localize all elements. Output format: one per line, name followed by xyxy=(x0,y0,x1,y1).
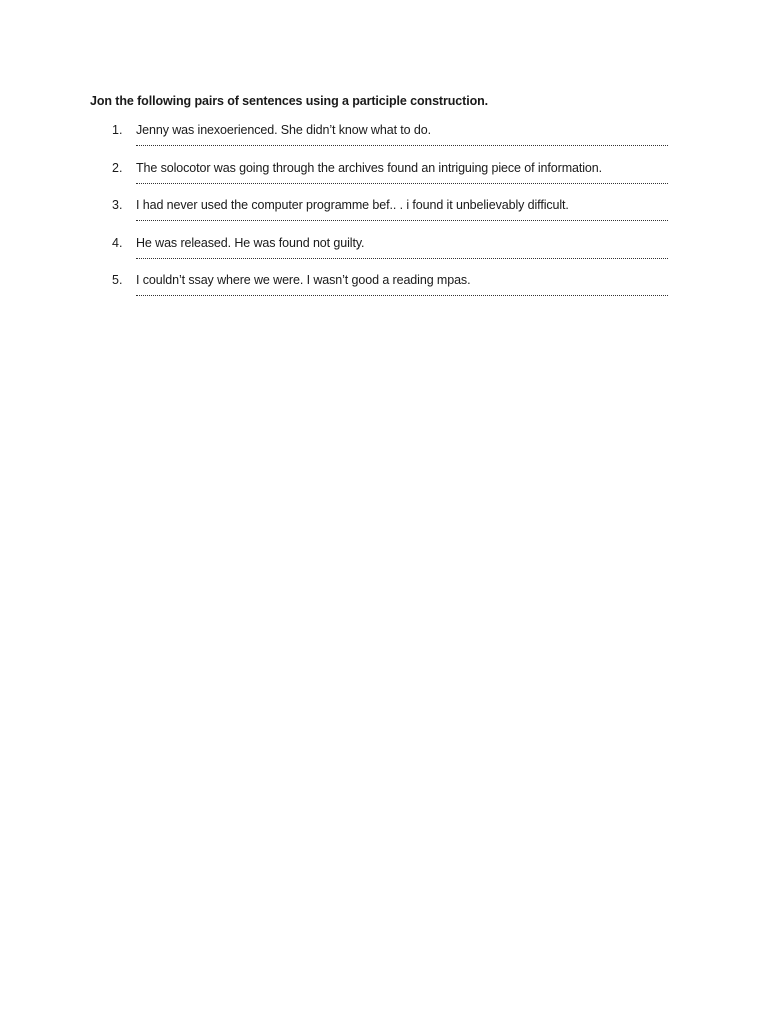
answer-line[interactable] xyxy=(136,145,668,146)
answer-line[interactable] xyxy=(136,220,668,221)
exercise-number: 4. xyxy=(112,235,123,250)
answer-line[interactable] xyxy=(136,183,668,184)
exercise-number: 1. xyxy=(112,123,123,137)
instruction-heading: Jon the following pairs of sentences using a participle construction. xyxy=(90,94,489,108)
exercise-sentence: He was released. He was found not guilty. xyxy=(136,235,365,250)
exercise-sentence: I had never used the computer programme bef.. . i found it unbelievably difficult. xyxy=(136,198,569,212)
exercise-item xyxy=(0,161,768,199)
exercise-number: 2. xyxy=(112,160,123,175)
exercise-number: 3. xyxy=(112,198,123,212)
exercise-sentence: I couldn’t ssay where we were. I wasn’t good a reading mpas. xyxy=(136,273,471,287)
exercise-list xyxy=(0,123,768,311)
exercise-sentence: The solocotor was going through the archives found an intriguing piece of information. xyxy=(136,160,602,175)
answer-line[interactable] xyxy=(136,295,668,296)
exercise-item xyxy=(0,198,768,236)
answer-line[interactable] xyxy=(136,258,668,259)
exercise-sentence: Jenny was inexoerienced. She didn’t know what to do. xyxy=(136,123,431,137)
exercise-number: 5. xyxy=(112,273,123,287)
exercise-item xyxy=(0,123,768,161)
exercise-item xyxy=(0,273,768,311)
exercise-item xyxy=(0,236,768,274)
